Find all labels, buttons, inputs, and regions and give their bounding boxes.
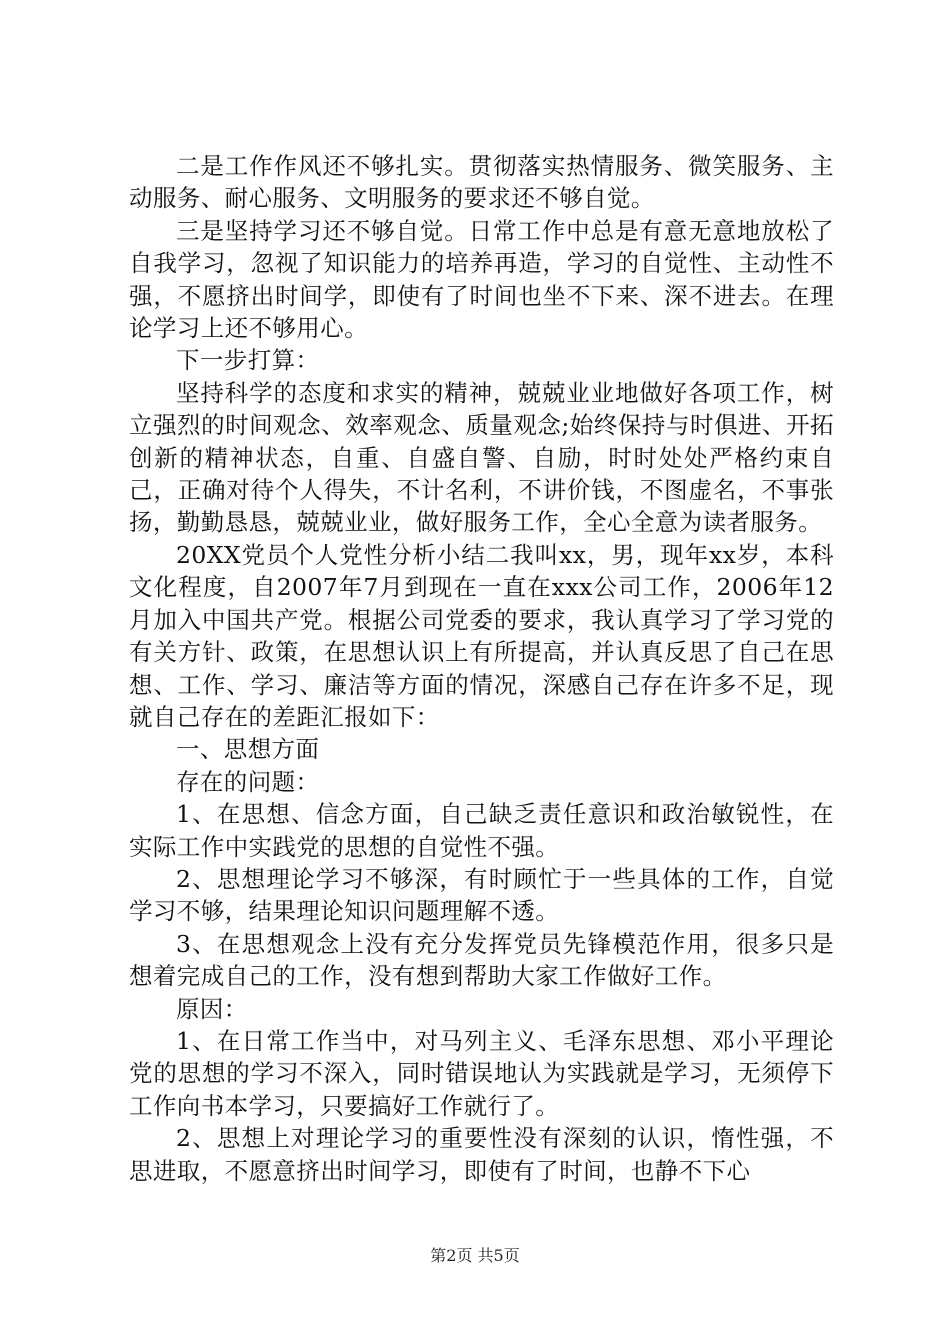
paragraph-reason-1: 1、在日常工作当中，对马列主义、毛泽东思想、邓小平理论党的思想的学习不深入，同时错误地认为实践就是学习，无须停下工作向书本学习，只要搞好工作就行了。 (129, 1026, 834, 1120)
paragraph-problem-3: 3、在思想观念上没有充分发挥党员先锋模范作用，很多只是想着完成自己的工作，没有想到帮助大家工作做好工作。 (129, 929, 834, 991)
paragraph-next-steps-heading: 下一步打算： (176, 346, 320, 375)
page-number-footer: 第2页 共5页 (430, 1246, 520, 1265)
paragraph-problem-2: 2、思想理论学习不够深，有时顾忙于一些具体的工作，自觉学习不够，结果理论知识问题理解不透。 (129, 864, 834, 926)
paragraph-study-discipline: 三是坚持学习还不够自觉。日常工作中总是有意无意地放松了自我学习，忽视了知识能力的培养再造，学习的自觉性、主动性不强，不愿挤出时间学，即使有了时间也坐不下来、深不进去。在理论学习上还不够用心。 (129, 216, 834, 343)
paragraph-work-style: 二是工作作风还不够扎实。贯彻落实热情服务、微笑服务、主动服务、耐心服务、文明服务的要求还不够自觉。 (129, 152, 834, 213)
paragraph-reason-2: 2、思想上对理论学习的重要性没有深刻的认识，惰性强，不思进取，不愿意挤出时间学习，即使有了时间，也静不下心 (129, 1124, 834, 1185)
document-body (129, 150, 834, 1187)
paragraph-next-steps: 坚持科学的态度和求实的精神，兢兢业业地做好各项工作，树立强烈的时间观念、效率观念、质量观念;始终保持与时俱进、开拓创新的精神状态，自重、自盛自警、自励，时时处处严格约束自己，正确对待个人得失，不计名利，不讲价钱，不图虚名，不事张扬，勤勤恳恳，兢兢业业，做好服务工作，全心全意为读者服务。 (129, 378, 834, 537)
paragraph-personal-summary: 20XX党员个人党性分析小结二我叫xx，男，现年xx岁，本科文化程度，自2007年7月到现在一直在xxx公司工作，2006年12月加入中国共产党。根据公司党委的要求，我认真学习了学习党的有关方针、政策，在思想认识上有所提高，并认真反思了自己在思想、工作、学习、廉洁等方面的情况，深感自己存在许多不足，现就自己存在的差距汇报如下： (129, 540, 834, 731)
paragraph-reasons-heading: 原因： (176, 994, 248, 1023)
paragraph-section-thought: 一、思想方面 (176, 735, 320, 764)
paragraph-problem-1: 1、在思想、信念方面，自己缺乏责任意识和政治敏锐性，在实际工作中实践党的思想的自觉性不强。 (129, 800, 834, 861)
paragraph-problems-heading: 存在的问题： (176, 767, 320, 796)
